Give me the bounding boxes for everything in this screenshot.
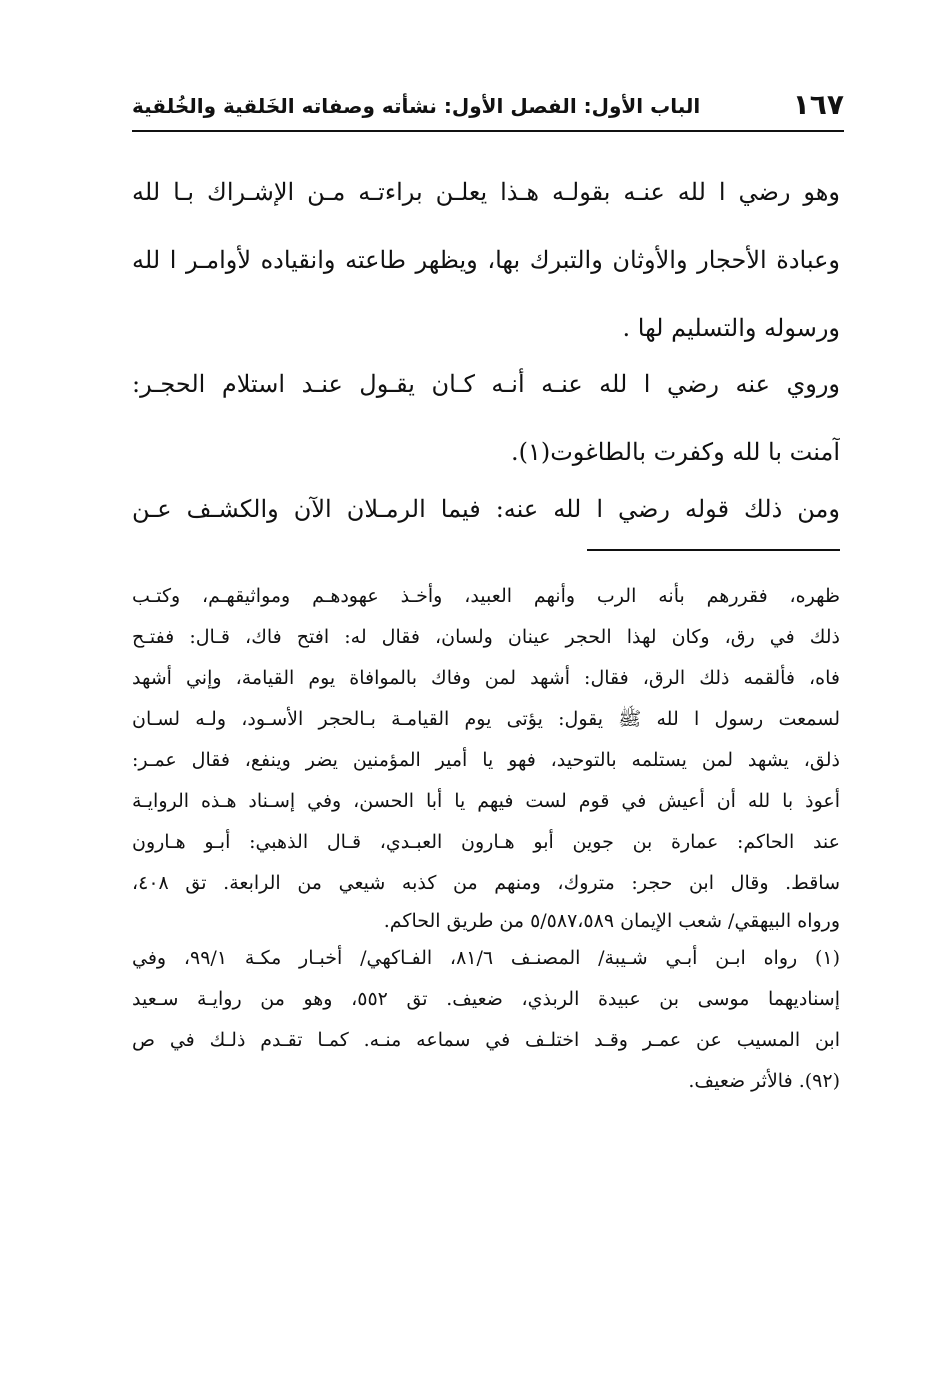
running-title: الباب الأول: الفصل الأول: نشأته وصفاته الخَلقية والخُلقية xyxy=(132,94,701,118)
footnote-continuation xyxy=(132,576,840,938)
text-line: وهو رضي ا لله عنـه بقولـه هـذا يعلـن براءتـه مـن الإشـراك بـا لله xyxy=(132,178,840,206)
footnote-line: إسناديهما موسى بن عبيدة الربذي، ضعيف. تق ٥٥٢، وهو من روايـة سـعيد xyxy=(132,988,840,1010)
text-line: آمنت با لله وكفرت بالطاغوت(١). xyxy=(510,438,840,466)
footnote-1 xyxy=(132,938,840,1102)
footnote-line: ورواه البيهقي/ شعب الإيمان ٥/٥٨٧،٥٨٩ من طريق الحاكم. xyxy=(383,910,840,932)
header-rule xyxy=(132,130,844,132)
paragraph-2 xyxy=(132,350,840,486)
footnote-line: أعوذ با لله أن أعيش في قوم لست فيهم يا أبا الحسن، وفي إسـناد هـذه الروايـة xyxy=(132,790,840,812)
text-line: ورسوله والتسليم لها . xyxy=(622,314,840,342)
footnote-line: ابن المسيب عن عمـر وقـد اختلـف في سماعه منـه. كمـا تقـدم ذلـك في ص xyxy=(132,1029,840,1051)
footnote-line: ظهره، فقررهم بأنه الرب وأنهم العبيد، وأخـذ عهودهـم ومواثيقهـم، وكتـب xyxy=(132,585,840,607)
footnote-line: (١) رواه ابـن أبـي شـيبة/ المصنـف ٨١/٦، الفـاكهي/ أخبـار مكـة ٩٩/١، وفي xyxy=(132,947,840,969)
text-line: وروي عنه رضي ا لله عنـه أنـه كـان يقـول عنـد استلام الحجـر: xyxy=(132,370,840,398)
footnote-line: (٩٢). فالأثر ضعيف. xyxy=(688,1070,840,1092)
footnote-line: ذلك في رق، وكان لهذا الحجر عينان ولسان، فقال له: افتح فاك، قـال: ففتـح xyxy=(132,626,840,648)
page-header xyxy=(132,86,844,126)
page-number: ١٦٧ xyxy=(792,88,844,121)
text-line: ومن ذلك قوله رضي ا لله عنه: فيما الرمـلان الآن والكشـف عـن xyxy=(132,495,840,523)
footnotes xyxy=(132,576,840,1102)
footnote-separator xyxy=(587,549,840,551)
paragraph-1 xyxy=(132,158,840,362)
footnote-line: لسمعت رسول ا لله ﷺ يقول: يؤتى يوم القيامـة بـالحجر الأسـود، ولـه لسـان xyxy=(132,708,840,730)
footnote-line: ذلق، يشهد لمن يستلمه بالتوحيد، فهو يا أمير المؤمنين يضر وينفع، فقال عمـر: xyxy=(132,749,840,771)
footnote-line: ساقط. وقال ابن حجر: متروك، ومنهم من كذبه شيعي من الرابعة. تق ٤٠٨، xyxy=(132,872,840,894)
paragraph-3 xyxy=(132,475,840,543)
footnote-line: فاه، فألقمه ذلك الرق، فقال: أشهد لمن وفاك بالموافاة يوم القيامة، وإني أشهد xyxy=(132,667,840,689)
footnote-line: عند الحاكم: عمارة بن جوين أبو هـارون العبـدي، قـال الذهبي: أبـو هـارون xyxy=(132,831,840,853)
text-line: وعبادة الأحجار والأوثان والتبرك بها، ويظهر طاعته وانقياده لأوامـر ا لله xyxy=(132,246,840,274)
